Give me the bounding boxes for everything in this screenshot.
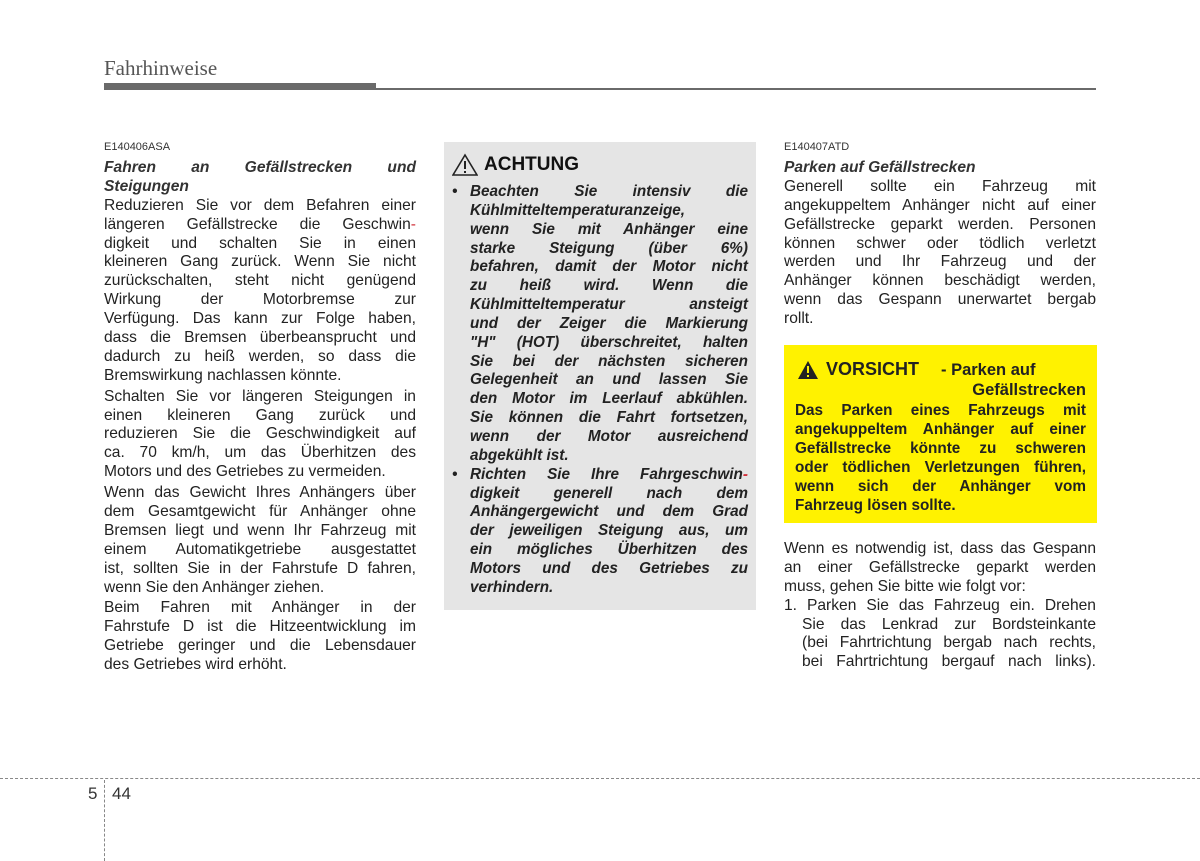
list-number: 1. <box>784 596 798 614</box>
vorsicht-text-line: Fahrzeug lösen sollte. <box>795 497 956 514</box>
bullet-text-line: wenn Sie mit Anhänger eine <box>470 220 748 238</box>
vorsicht-header <box>795 359 1086 401</box>
section-heading: Parken auf Gefällstrecken <box>784 159 976 176</box>
text-line: können schwer oder tödlich verletzt <box>784 234 1096 252</box>
achtung-bullet <box>452 183 748 466</box>
vorsicht-subtitle-line1: - Parken auf <box>941 361 1036 379</box>
achtung-bullet <box>452 466 748 598</box>
vorsicht-text-line: wenn sich der Anhänger vom <box>795 478 1086 495</box>
bullet-text-line: digkeit generell nach dem <box>470 484 748 502</box>
text-line: angekuppeltem Anhänger nicht auf einer <box>784 196 1096 214</box>
bullet-text-line: Sie können die Fahrt fortsetzen, <box>470 409 748 427</box>
text-line: des Getriebes wird erhöht. <box>104 656 287 674</box>
text-line: einen kleineren Gang zurück und <box>104 406 416 424</box>
text-line: reduzieren Sie die Geschwindigkeit auf <box>104 425 416 443</box>
vorsicht-caution-box <box>784 345 1097 523</box>
paragraph <box>784 540 1096 672</box>
paragraph <box>104 599 416 675</box>
achtung-title: ACHTUNG <box>484 154 579 175</box>
paragraph <box>104 484 416 597</box>
bullet-text-line: Kühlmitteltemperatur ansteigt <box>470 296 748 314</box>
text-line: muss, gehen Sie bitte wie folgt vor: <box>784 577 1026 595</box>
bullet-text-line: starke Steigung (über 6%) <box>470 239 748 257</box>
section-heading-line: Steigungen <box>104 177 189 195</box>
text-line: digkeit und schalten Sie in einen <box>104 234 416 252</box>
bullet-dot: • <box>452 183 458 200</box>
list-item <box>784 597 1096 673</box>
text-line: wenn Sie den Anhänger ziehen. <box>104 578 325 596</box>
bullet-dot: • <box>452 465 458 483</box>
text-line: rollt. <box>784 310 814 328</box>
left-column <box>104 138 416 677</box>
text-line: Sie das Lenkrad zur Bordsteinkante <box>802 615 1096 633</box>
paragraph <box>104 197 416 386</box>
text-line: einem Automatikgetriebe ausgestattet <box>104 540 416 558</box>
page-number: 44 <box>112 784 131 803</box>
text-line: Bremsen liegt und wenn Ihr Fahrzeug mit <box>104 521 416 539</box>
bullet-text-line: befahren, damit der Motor nicht <box>470 258 748 276</box>
text-line: ist, sollten Sie in der Fahrstufe D fahren, <box>104 559 416 577</box>
section-heading-line: Fahren an Gefällstrecken und <box>104 159 416 176</box>
section-code: E140406ASA <box>104 141 171 153</box>
footer-dashed-rule <box>0 778 1200 779</box>
text-line: Verfügung. Das kann zur Folge haben, <box>104 310 416 328</box>
bullet-text-line: "H" (HOT) überschreitet, halten <box>470 333 748 351</box>
text-line: bei Fahrtrichtung bergauf nach links). <box>802 653 1096 671</box>
bullet-text-line: verhindern. <box>470 578 554 596</box>
page-header-title: Fahrhinweise <box>104 56 218 80</box>
text-line: Motors und des Getriebes zu vermeiden. <box>104 463 386 481</box>
bullet-text-line: • Richten Sie Ihre Fahrgeschwin- <box>452 465 748 483</box>
text-line: an einer Gefällstrecke geparkt werden <box>784 558 1096 576</box>
text-line: Bremswirkung nachlassen könnte. <box>104 366 342 384</box>
warning-triangle-icon <box>797 360 819 380</box>
text-line: Wirkung der Motorbremse zur <box>104 291 416 309</box>
text-line: Schalten Sie vor längeren Steigungen in <box>104 387 416 405</box>
bullet-text-line: ein mögliches Überhitzen des <box>470 541 748 559</box>
text-line: Generell sollte ein Fahrzeug mit <box>784 177 1096 195</box>
vorsicht-subtitle-line2: Gefällstrecken <box>972 381 1086 399</box>
text-line: dadurch zu heiß werden, so dass die <box>104 347 416 365</box>
text-line: (bei Fahrtrichtung bergab nach rechts, <box>802 634 1096 652</box>
vorsicht-title: VORSICHT <box>826 359 920 379</box>
text-line: Wenn das Gewicht Ihres Anhängers über <box>104 484 416 502</box>
section-code: E140407ATD <box>784 141 850 153</box>
bullet-text-line: wenn der Motor ausreichend <box>470 427 748 445</box>
bullet-text-line: den Motor im Leerlauf abkühlen. <box>470 390 748 408</box>
vorsicht-text-line: Das Parken eines Fahrzeugs mit <box>795 402 1086 419</box>
text-line: kleineren Gang zurück. Wenn Sie nicht <box>104 253 416 271</box>
hyphen-mark: - <box>742 465 748 483</box>
bullet-text-line: Kühlmitteltemperaturanzeige, <box>470 201 686 219</box>
text-line: dass die Bremsen überbeansprucht und <box>104 329 416 347</box>
text-line: 1. Parken Sie das Fahrzeug ein. Drehen <box>784 596 1096 614</box>
bullet-text-line: der jeweiligen Steigung aus, um <box>470 522 748 540</box>
footer-vertical-rule <box>104 780 105 861</box>
text-line: wenn das Gespann unerwartet bergab <box>784 291 1096 309</box>
text-line: Beim Fahren mit Anhänger in der <box>104 599 416 617</box>
hyphen-mark: - <box>410 215 416 233</box>
text-line: werden und Ihr Fahrzeug und der <box>784 253 1096 271</box>
text-line: Gefällstrecke geparkt werden. Personen <box>784 215 1096 233</box>
paragraph <box>104 388 416 482</box>
achtung-header <box>452 151 748 179</box>
text-line: dem Gesamtgewicht für Anhänger ohne <box>104 503 416 521</box>
warning-triangle-icon <box>452 153 478 177</box>
bullet-text-line: Sie bei der nächsten sicheren <box>470 352 748 370</box>
bullet-text-line: Anhängergewicht und dem Grad <box>470 503 748 521</box>
text-line: Anhänger können beschädigt werden, <box>784 272 1096 290</box>
text-line: Fahrstufe D ist die Hitzeentwicklung im <box>104 618 416 636</box>
bullet-text-line: Motors und des Getriebes zu <box>470 559 748 577</box>
bullet-text-line: Gelegenheit an und lassen Sie <box>470 371 748 389</box>
vorsicht-text-line: Gefällstrecke könnte zu schweren <box>795 440 1086 457</box>
bullet-text-line: abgekühlt ist. <box>470 446 569 464</box>
text-line: Getriebe geringer und die Lebensdauer <box>104 637 416 655</box>
chapter-number: 5 <box>88 784 98 803</box>
achtung-warning-box <box>444 142 756 610</box>
bullet-text-line: und der Zeiger die Markierung <box>470 314 748 332</box>
text-line: Wenn es notwendig ist, dass das Gespann <box>784 540 1096 557</box>
vorsicht-text-line: oder tödlichen Verletzungen führen, <box>795 459 1086 476</box>
bullet-text-line: • Beachten Sie intensiv die <box>452 183 748 200</box>
text-line: Reduzieren Sie vor dem Befahren einer <box>104 196 416 214</box>
text-line: zurückschalten, steht nicht genügend <box>104 272 416 290</box>
vorsicht-text-line: angekuppeltem Anhänger auf einer <box>795 421 1086 438</box>
paragraph <box>784 178 1096 329</box>
text-line: längeren Gefällstrecke die Geschwin- <box>104 215 416 233</box>
text-line: ca. 70 km/h, um das Überhitzen des <box>104 444 416 462</box>
bullet-text-line: zu heiß wird. Wenn die <box>470 277 748 295</box>
header-rule-thin <box>104 88 1096 90</box>
